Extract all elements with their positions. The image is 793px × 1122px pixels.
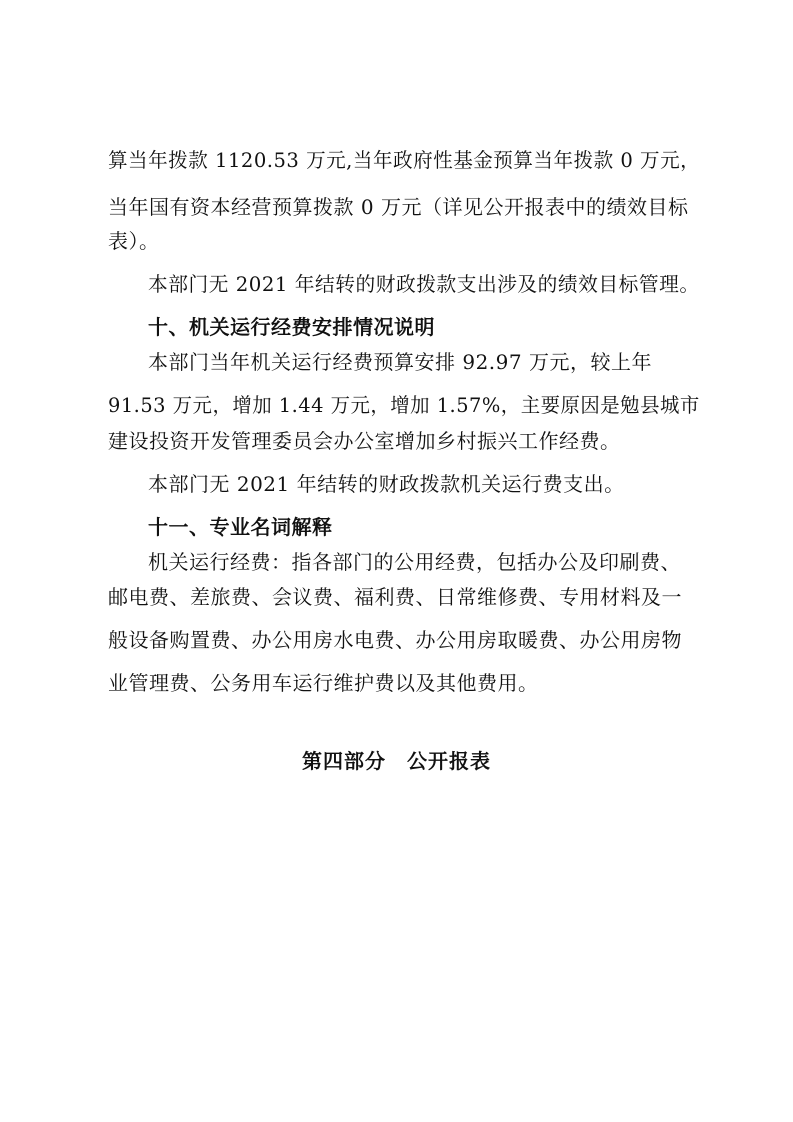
paragraph-line: 表）。 bbox=[108, 229, 160, 253]
section-heading-10: 十、机关运行经费安排情况说明 bbox=[148, 315, 435, 339]
paragraph-line: 算当年拨款 1120.53 万元,当年政府性基金预算当年拨款 0 万元， bbox=[108, 148, 701, 172]
paragraph-line: 邮电费、差旅费、会议费、福利费、日常维修费、专用材料及一 bbox=[108, 585, 682, 609]
paragraph-line: 当年国有资本经营预算拨款 0 万元（详见公开报表中的绩效目标 bbox=[108, 195, 689, 219]
paragraph-line: 建设投资开发管理委员会办公室增加乡村振兴工作经费。 bbox=[108, 429, 621, 453]
paragraph-line: 机关运行经费：指各部门的公用经费，包括办公及印刷费、 bbox=[148, 550, 681, 574]
paragraph-line: 业管理费、公务用车运行维护费以及其他费用。 bbox=[108, 671, 539, 695]
paragraph-line: 本部门无 2021 年结转的财政拨款机关运行费支出。 bbox=[148, 472, 625, 496]
section-heading-11: 十一、专业名词解释 bbox=[148, 515, 333, 539]
part-title: 第四部分 公开报表 bbox=[302, 749, 491, 773]
paragraph-line: 般设备购置费、办公用房水电费、办公用房取暖费、办公用房物 bbox=[108, 628, 682, 652]
paragraph-line: 本部门当年机关运行经费预算安排 92.97 万元，较上年 bbox=[148, 350, 652, 374]
paragraph-line: 本部门无 2021 年结转的财政拨款支出涉及的绩效目标管理。 bbox=[148, 272, 700, 296]
paragraph-line: 91.53 万元，增加 1.44 万元，增加 1.57%，主要原因是勉县城市 bbox=[108, 393, 700, 417]
